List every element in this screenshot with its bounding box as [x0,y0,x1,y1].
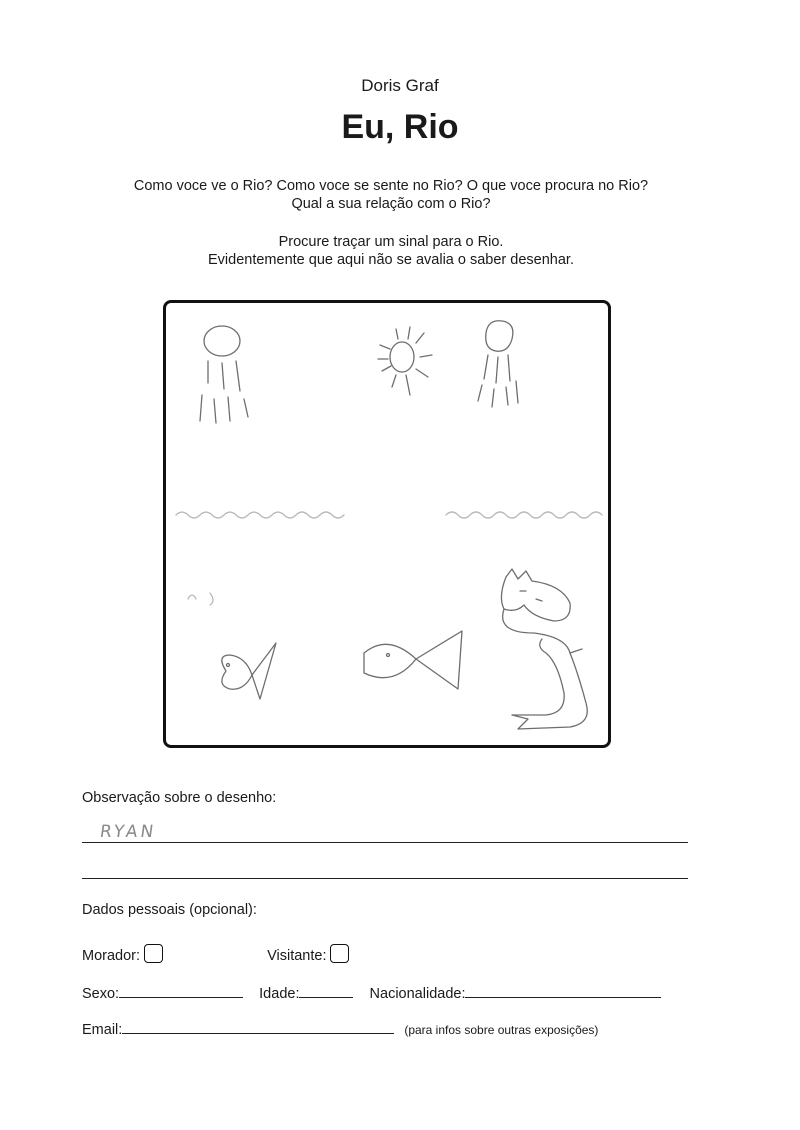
visitor-checkbox[interactable] [330,944,349,963]
questions-text [0,177,782,213]
instructions-text [0,233,782,269]
email-label: Email: [82,1022,123,1038]
personal-data-label: Dados pessoais (opcional): [82,902,257,918]
instruction-line-2: Evidentemente que aqui não se avalia o saber desenhar. [208,252,574,268]
observation-line-2[interactable] [82,878,688,879]
resident-checkbox[interactable] [144,944,163,963]
sun-icon [378,327,432,395]
observation-line-1[interactable] [82,842,688,843]
nationality-field[interactable] [465,985,661,998]
nationality-label: Nacionalidade: [369,986,466,1002]
age-label: Idade: [259,986,300,1002]
email-note: (para infos sobre outras exposições) [404,1023,599,1037]
age-field[interactable] [299,985,353,998]
observation-label: Observação sobre o desenho: [82,790,277,806]
handwritten-observation: RYAN [98,822,158,842]
demographics-row [82,985,661,1002]
wave-line [176,512,602,605]
email-row [82,1021,598,1038]
author-name: Doris Graf [361,76,439,95]
resident-label: Morador: [82,948,141,964]
sea-serpent-icon [501,569,587,729]
sex-field[interactable] [119,985,243,998]
question-line-1: Como voce ve o Rio? Como voce se sente no Rio? O que voce procura no Rio? [133,178,649,194]
visitor-label: Visitante: [267,948,327,964]
rain-cloud-icon [478,321,518,407]
resident-visitor-row [82,944,349,964]
rain-cloud-icon [200,326,248,423]
drawing-area[interactable] [163,300,611,748]
fish-icon [364,631,462,689]
sex-label: Sexo: [82,986,120,1002]
page-title: Eu, Rio [341,108,459,146]
email-field[interactable] [122,1021,394,1034]
fish-icon [222,643,276,699]
question-line-2: Qual a sua relação com o Rio? [291,196,491,212]
instruction-line-1: Procure traçar um sinal para o Rio. [278,234,504,250]
